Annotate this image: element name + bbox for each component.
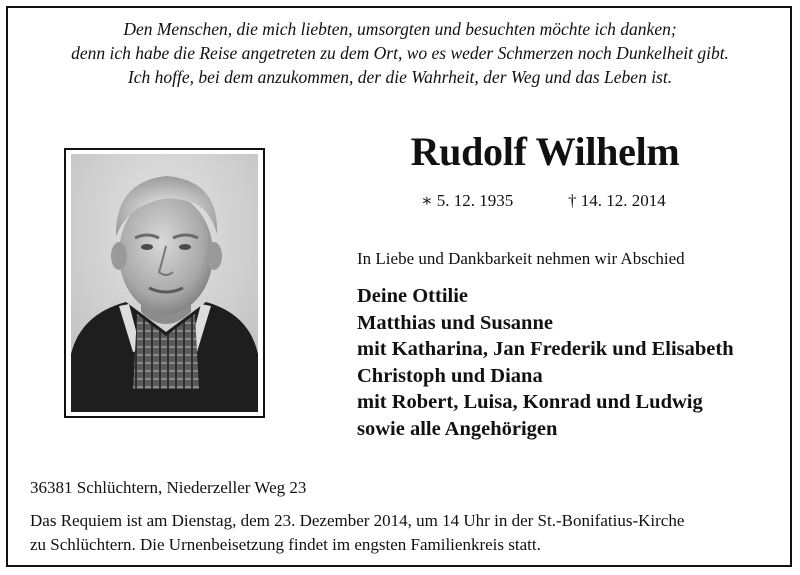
notice-line: zu Schlüchtern. Die Urnenbeisetzung findet im engsten Familienkreis statt. xyxy=(30,534,541,554)
mourner-line: mit Robert, Luisa, Konrad und Ludwig xyxy=(357,391,703,413)
death-date: † 14. 12. 2014 xyxy=(568,191,666,210)
mourner-line: sowie alle Angehörigen xyxy=(357,417,558,440)
service-notice xyxy=(30,509,684,556)
family-address: 36381 Schlüchtern, Niederzeller Weg 23 xyxy=(30,478,307,497)
deceased-name: Rudolf Wilhelm xyxy=(410,129,680,174)
notice-line: Das Requiem ist am Dienstag, dem 23. Dezember 2014, um 14 Uhr in der St.-Bonifatius-Kirche xyxy=(30,511,685,530)
portrait-frame xyxy=(64,148,265,418)
mourner-line: Deine Ottilie xyxy=(357,285,469,307)
verse-line: Ich hoffe, bei dem anzukommen, der die Wahrheit, der Weg und das Leben ist. xyxy=(127,67,673,87)
mourner-line: mit Katharina, Jan Frederik und Elisabeth xyxy=(357,338,734,360)
portrait-photo xyxy=(71,154,258,412)
mourner-line: Matthias und Susanne xyxy=(357,311,553,334)
farewell-line: In Liebe und Dankbarkeit nehmen wir Abschied xyxy=(357,249,685,268)
verse-line: denn ich habe die Reise angetreten zu dem Ort, wo es weder Schmerzen noch Dunkelheit gibt. xyxy=(71,43,729,63)
memorial-verse xyxy=(20,17,780,89)
mourner-line: Christoph und Diana xyxy=(357,364,543,387)
verse-line: Den Menschen, die mich liebten, umsorgten und besuchten möchte ich danken; xyxy=(123,19,677,39)
birth-date: ∗ 5. 12. 1935 xyxy=(421,191,514,210)
mourners-list xyxy=(357,283,734,442)
